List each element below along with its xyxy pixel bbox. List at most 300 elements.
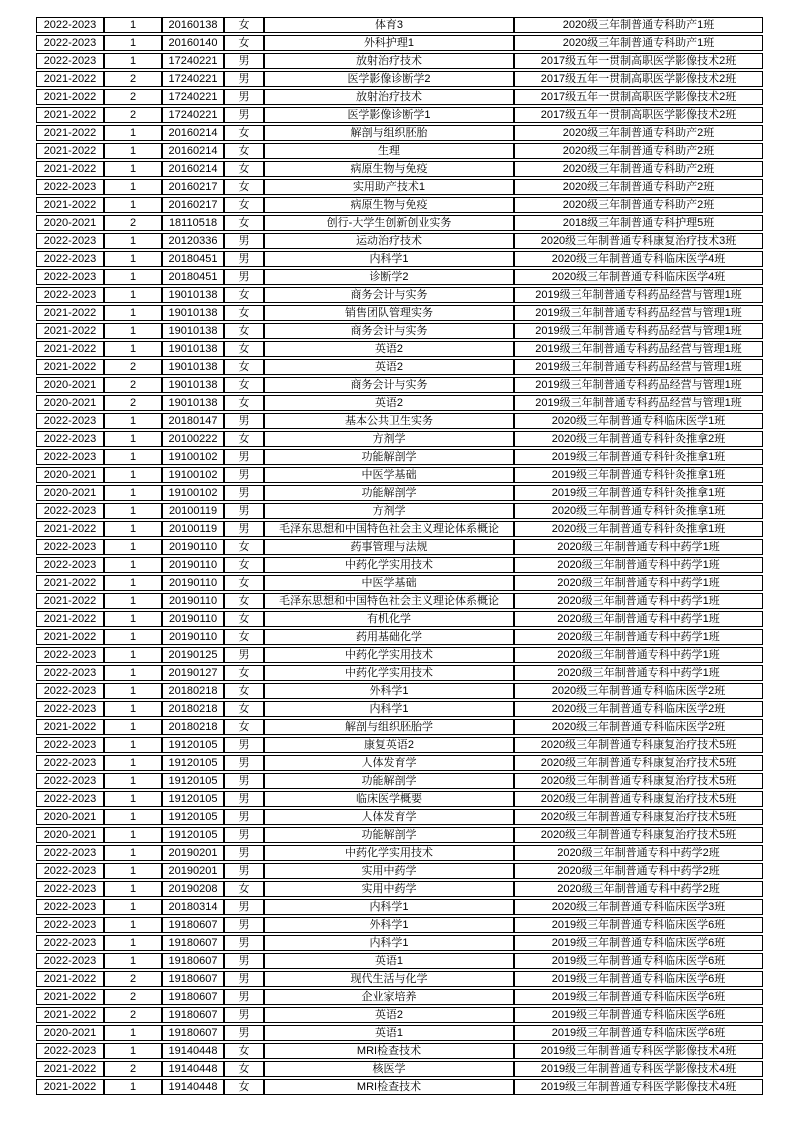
cell-class-name: 2019级三年制普通专科临床医学6班 (514, 935, 763, 951)
cell-class-name: 2020级三年制普通专科中药学1班 (514, 557, 763, 573)
cell-student-id: 20190110 (162, 611, 224, 627)
table-row (36, 575, 763, 591)
cell-course-name: 解剖与组织胚胎学 (264, 719, 514, 735)
cell-class-name: 2020级三年制普通专科中药学1班 (514, 611, 763, 627)
cell-class-name: 2020级三年制普通专科中药学1班 (514, 593, 763, 609)
cell-gender: 女 (224, 701, 264, 717)
cell-class-name: 2020级三年制普通专科临床医学4班 (514, 269, 763, 285)
cell-semester: 1 (104, 719, 162, 735)
cell-gender: 女 (224, 395, 264, 411)
cell-gender: 男 (224, 53, 264, 69)
cell-student-id: 20160214 (162, 143, 224, 159)
cell-course-name: 中药化学实用技术 (264, 845, 514, 861)
cell-semester: 1 (104, 863, 162, 879)
cell-course-name: 病原生物与免疫 (264, 197, 514, 213)
cell-gender: 女 (224, 161, 264, 177)
cell-class-name: 2020级三年制普通专科助产2班 (514, 143, 763, 159)
cell-class-name: 2019级三年制普通专科针灸推拿1班 (514, 449, 763, 465)
cell-gender: 女 (224, 665, 264, 681)
cell-student-id: 19180607 (162, 1025, 224, 1041)
cell-semester: 1 (104, 17, 162, 33)
table-row (36, 341, 763, 357)
cell-school-year: 2021-2022 (36, 341, 104, 357)
cell-school-year: 2020-2021 (36, 215, 104, 231)
cell-school-year: 2021-2022 (36, 89, 104, 105)
cell-gender: 男 (224, 485, 264, 501)
cell-school-year: 2021-2022 (36, 521, 104, 537)
cell-semester: 1 (104, 1025, 162, 1041)
cell-school-year: 2021-2022 (36, 575, 104, 591)
cell-class-name: 2019级三年制普通专科医学影像技术4班 (514, 1079, 763, 1095)
cell-school-year: 2022-2023 (36, 755, 104, 771)
table-row (36, 125, 763, 141)
cell-gender: 男 (224, 521, 264, 537)
cell-student-id: 20190125 (162, 647, 224, 663)
cell-gender: 女 (224, 287, 264, 303)
cell-semester: 1 (104, 539, 162, 555)
cell-semester: 1 (104, 521, 162, 537)
cell-course-name: 人体发育学 (264, 755, 514, 771)
cell-gender: 女 (224, 539, 264, 555)
table-row (36, 233, 763, 249)
cell-course-name: 生理 (264, 143, 514, 159)
cell-student-id: 19120105 (162, 827, 224, 843)
cell-course-name: 外科学1 (264, 917, 514, 933)
cell-class-name: 2018级三年制普通专科护理5班 (514, 215, 763, 231)
cell-gender: 男 (224, 647, 264, 663)
cell-class-name: 2019级三年制普通专科医学影像技术4班 (514, 1043, 763, 1059)
cell-student-id: 20160140 (162, 35, 224, 51)
table-row (36, 719, 763, 735)
cell-school-year: 2022-2023 (36, 251, 104, 267)
cell-course-name: 内科学1 (264, 701, 514, 717)
table-row (36, 665, 763, 681)
cell-gender: 男 (224, 845, 264, 861)
cell-gender: 女 (224, 629, 264, 645)
cell-gender: 女 (224, 323, 264, 339)
cell-school-year: 2021-2022 (36, 161, 104, 177)
cell-course-name: 医学影像诊断学2 (264, 71, 514, 87)
cell-gender: 女 (224, 341, 264, 357)
cell-school-year: 2022-2023 (36, 269, 104, 285)
cell-course-name: 内科学1 (264, 899, 514, 915)
cell-course-name: 临床医学概要 (264, 791, 514, 807)
cell-class-name: 2020级三年制普通专科助产2班 (514, 197, 763, 213)
cell-school-year: 2022-2023 (36, 287, 104, 303)
cell-course-name: 病原生物与免疫 (264, 161, 514, 177)
cell-semester: 1 (104, 683, 162, 699)
cell-class-name: 2019级三年制普通专科临床医学6班 (514, 953, 763, 969)
cell-class-name: 2020级三年制普通专科针灸推拿2班 (514, 431, 763, 447)
table-row (36, 521, 763, 537)
table-row (36, 809, 763, 825)
cell-student-id: 19120105 (162, 755, 224, 771)
table-row (36, 215, 763, 231)
cell-semester: 1 (104, 269, 162, 285)
cell-semester: 1 (104, 503, 162, 519)
cell-class-name: 2019级三年制普通专科临床医学6班 (514, 971, 763, 987)
cell-student-id: 20160217 (162, 197, 224, 213)
cell-school-year: 2020-2021 (36, 827, 104, 843)
cell-course-name: 实用助产技术1 (264, 179, 514, 195)
cell-course-name: 功能解剖学 (264, 449, 514, 465)
cell-school-year: 2021-2022 (36, 971, 104, 987)
cell-school-year: 2021-2022 (36, 359, 104, 375)
cell-gender: 男 (224, 791, 264, 807)
cell-student-id: 17240221 (162, 107, 224, 123)
cell-course-name: 现代生活与化学 (264, 971, 514, 987)
cell-course-name: 毛泽东思想和中国特色社会主义理论体系概论 (264, 593, 514, 609)
cell-class-name: 2019级三年制普通专科药品经营与管理1班 (514, 323, 763, 339)
cell-course-name: 基本公共卫生实务 (264, 413, 514, 429)
cell-course-name: 方剂学 (264, 503, 514, 519)
cell-gender: 男 (224, 1007, 264, 1023)
cell-student-id: 20180218 (162, 683, 224, 699)
table-row (36, 395, 763, 411)
table-row (36, 359, 763, 375)
cell-course-name: 外科学1 (264, 683, 514, 699)
cell-gender: 女 (224, 17, 264, 33)
cell-course-name: 英语2 (264, 1007, 514, 1023)
cell-school-year: 2022-2023 (36, 539, 104, 555)
cell-school-year: 2022-2023 (36, 953, 104, 969)
cell-semester: 1 (104, 305, 162, 321)
table-row (36, 755, 763, 771)
cell-student-id: 20160214 (162, 161, 224, 177)
cell-semester: 1 (104, 575, 162, 591)
table-row (36, 53, 763, 69)
cell-student-id: 20190110 (162, 629, 224, 645)
cell-school-year: 2022-2023 (36, 179, 104, 195)
cell-gender: 男 (224, 413, 264, 429)
cell-course-name: 英语1 (264, 1025, 514, 1041)
cell-school-year: 2021-2022 (36, 1079, 104, 1095)
cell-student-id: 19120105 (162, 791, 224, 807)
cell-class-name: 2020级三年制普通专科助产2班 (514, 179, 763, 195)
cell-student-id: 20190208 (162, 881, 224, 897)
cell-semester: 2 (104, 89, 162, 105)
cell-class-name: 2020级三年制普通专科临床医学2班 (514, 701, 763, 717)
cell-student-id: 17240221 (162, 71, 224, 87)
table-row (36, 701, 763, 717)
cell-school-year: 2020-2021 (36, 485, 104, 501)
cell-course-name: 内科学1 (264, 935, 514, 951)
table-row (36, 629, 763, 645)
cell-class-name: 2020级三年制普通专科康复治疗技术5班 (514, 791, 763, 807)
cell-gender: 男 (224, 269, 264, 285)
cell-semester: 1 (104, 233, 162, 249)
cell-course-name: 医学影像诊断学1 (264, 107, 514, 123)
cell-gender: 男 (224, 971, 264, 987)
table-row (36, 773, 763, 789)
table-row (36, 71, 763, 87)
cell-class-name: 2020级三年制普通专科针灸推拿1班 (514, 503, 763, 519)
cell-semester: 1 (104, 179, 162, 195)
cell-course-name: 商务会计与实务 (264, 287, 514, 303)
cell-school-year: 2022-2023 (36, 683, 104, 699)
cell-course-name: 功能解剖学 (264, 773, 514, 789)
cell-class-name: 2017级五年一贯制高职医学影像技术2班 (514, 53, 763, 69)
cell-school-year: 2021-2022 (36, 197, 104, 213)
cell-semester: 1 (104, 485, 162, 501)
cell-gender: 女 (224, 431, 264, 447)
cell-student-id: 20160214 (162, 125, 224, 141)
table-row (36, 323, 763, 339)
cell-semester: 1 (104, 341, 162, 357)
cell-course-name: 中医学基础 (264, 575, 514, 591)
cell-course-name: 实用中药学 (264, 881, 514, 897)
cell-course-name: 方剂学 (264, 431, 514, 447)
cell-gender: 女 (224, 35, 264, 51)
cell-school-year: 2020-2021 (36, 809, 104, 825)
cell-course-name: 外科护理1 (264, 35, 514, 51)
cell-gender: 女 (224, 359, 264, 375)
cell-class-name: 2019级三年制普通专科医学影像技术4班 (514, 1061, 763, 1077)
cell-course-name: 有机化学 (264, 611, 514, 627)
cell-gender: 女 (224, 215, 264, 231)
cell-course-name: 英语2 (264, 341, 514, 357)
cell-gender: 男 (224, 917, 264, 933)
cell-class-name: 2020级三年制普通专科针灸推拿1班 (514, 521, 763, 537)
cell-gender: 女 (224, 197, 264, 213)
cell-class-name: 2019级三年制普通专科针灸推拿1班 (514, 485, 763, 501)
cell-student-id: 19120105 (162, 809, 224, 825)
cell-school-year: 2022-2023 (36, 881, 104, 897)
table-row (36, 197, 763, 213)
cell-gender: 男 (224, 233, 264, 249)
cell-school-year: 2022-2023 (36, 701, 104, 717)
cell-course-name: 企业家培养 (264, 989, 514, 1005)
cell-semester: 1 (104, 161, 162, 177)
cell-class-name: 2019级三年制普通专科药品经营与管理1班 (514, 341, 763, 357)
cell-school-year: 2021-2022 (36, 611, 104, 627)
cell-course-name: 康复英语2 (264, 737, 514, 753)
cell-course-name: 放射治疗技术 (264, 53, 514, 69)
table-row (36, 431, 763, 447)
cell-gender: 女 (224, 683, 264, 699)
grades-table-body (36, 17, 763, 1095)
cell-school-year: 2022-2023 (36, 917, 104, 933)
cell-semester: 1 (104, 773, 162, 789)
cell-course-name: 人体发育学 (264, 809, 514, 825)
cell-school-year: 2021-2022 (36, 1007, 104, 1023)
cell-gender: 男 (224, 827, 264, 843)
cell-school-year: 2022-2023 (36, 773, 104, 789)
cell-gender: 女 (224, 1061, 264, 1077)
table-row (36, 863, 763, 879)
table-row (36, 791, 763, 807)
cell-semester: 2 (104, 359, 162, 375)
cell-student-id: 19140448 (162, 1043, 224, 1059)
cell-course-name: 功能解剖学 (264, 485, 514, 501)
table-row (36, 17, 763, 33)
cell-school-year: 2020-2021 (36, 395, 104, 411)
cell-student-id: 20190110 (162, 557, 224, 573)
cell-student-id: 19180607 (162, 935, 224, 951)
cell-student-id: 19010138 (162, 341, 224, 357)
cell-semester: 2 (104, 1007, 162, 1023)
cell-school-year: 2022-2023 (36, 899, 104, 915)
cell-student-id: 19010138 (162, 287, 224, 303)
cell-school-year: 2021-2022 (36, 305, 104, 321)
table-row (36, 935, 763, 951)
table-row (36, 107, 763, 123)
cell-semester: 1 (104, 1043, 162, 1059)
cell-student-id: 19180607 (162, 953, 224, 969)
cell-student-id: 20190201 (162, 863, 224, 879)
cell-class-name: 2019级三年制普通专科针灸推拿1班 (514, 467, 763, 483)
document-page (36, 15, 763, 1097)
cell-gender: 男 (224, 1025, 264, 1041)
cell-student-id: 20100222 (162, 431, 224, 447)
cell-school-year: 2020-2021 (36, 1025, 104, 1041)
cell-semester: 1 (104, 323, 162, 339)
cell-gender: 男 (224, 935, 264, 951)
cell-student-id: 20100119 (162, 503, 224, 519)
cell-gender: 女 (224, 179, 264, 195)
table-row (36, 161, 763, 177)
cell-student-id: 20180314 (162, 899, 224, 915)
cell-semester: 1 (104, 791, 162, 807)
table-row (36, 89, 763, 105)
cell-semester: 1 (104, 53, 162, 69)
cell-student-id: 20190201 (162, 845, 224, 861)
cell-student-id: 19140448 (162, 1061, 224, 1077)
cell-student-id: 19180607 (162, 971, 224, 987)
cell-class-name: 2020级三年制普通专科助产2班 (514, 125, 763, 141)
cell-class-name: 2020级三年制普通专科中药学2班 (514, 863, 763, 879)
cell-semester: 1 (104, 449, 162, 465)
cell-student-id: 19180607 (162, 917, 224, 933)
cell-student-id: 19010138 (162, 305, 224, 321)
cell-student-id: 20190127 (162, 665, 224, 681)
cell-class-name: 2020级三年制普通专科临床医学2班 (514, 683, 763, 699)
cell-class-name: 2020级三年制普通专科助产1班 (514, 35, 763, 51)
cell-semester: 2 (104, 989, 162, 1005)
cell-class-name: 2020级三年制普通专科中药学1班 (514, 539, 763, 555)
cell-course-name: 运动治疗技术 (264, 233, 514, 249)
cell-gender: 男 (224, 737, 264, 753)
cell-course-name: 销售团队管理实务 (264, 305, 514, 321)
table-row (36, 953, 763, 969)
cell-student-id: 20190110 (162, 575, 224, 591)
table-row (36, 737, 763, 753)
cell-semester: 1 (104, 953, 162, 969)
table-row (36, 251, 763, 267)
cell-school-year: 2021-2022 (36, 71, 104, 87)
cell-gender: 女 (224, 125, 264, 141)
cell-student-id: 20190110 (162, 539, 224, 555)
table-row (36, 377, 763, 393)
cell-course-name: 商务会计与实务 (264, 377, 514, 393)
cell-semester: 2 (104, 377, 162, 393)
cell-semester: 1 (104, 845, 162, 861)
cell-semester: 1 (104, 755, 162, 771)
cell-student-id: 19100102 (162, 449, 224, 465)
cell-class-name: 2020级三年制普通专科助产2班 (514, 161, 763, 177)
table-row (36, 1061, 763, 1077)
cell-class-name: 2020级三年制普通专科中药学1班 (514, 629, 763, 645)
cell-semester: 1 (104, 467, 162, 483)
cell-gender: 男 (224, 107, 264, 123)
cell-student-id: 20180218 (162, 701, 224, 717)
cell-class-name: 2020级三年制普通专科康复治疗技术5班 (514, 755, 763, 771)
cell-gender: 女 (224, 881, 264, 897)
table-row (36, 1025, 763, 1041)
cell-course-name: 功能解剖学 (264, 827, 514, 843)
table-row (36, 503, 763, 519)
cell-class-name: 2017级五年一贯制高职医学影像技术2班 (514, 89, 763, 105)
cell-class-name: 2020级三年制普通专科中药学2班 (514, 845, 763, 861)
cell-student-id: 20180451 (162, 269, 224, 285)
cell-course-name: 核医学 (264, 1061, 514, 1077)
cell-student-id: 20160217 (162, 179, 224, 195)
cell-school-year: 2021-2022 (36, 719, 104, 735)
cell-class-name: 2020级三年制普通专科临床医学4班 (514, 251, 763, 267)
cell-gender: 男 (224, 953, 264, 969)
table-row (36, 467, 763, 483)
cell-semester: 1 (104, 1079, 162, 1095)
cell-school-year: 2021-2022 (36, 593, 104, 609)
cell-student-id: 20100119 (162, 521, 224, 537)
table-row (36, 143, 763, 159)
cell-school-year: 2021-2022 (36, 1061, 104, 1077)
table-row (36, 449, 763, 465)
cell-course-name: 中药化学实用技术 (264, 647, 514, 663)
cell-semester: 1 (104, 701, 162, 717)
table-row (36, 1079, 763, 1095)
cell-class-name: 2020级三年制普通专科康复治疗技术5班 (514, 737, 763, 753)
cell-gender: 女 (224, 305, 264, 321)
cell-semester: 1 (104, 431, 162, 447)
cell-student-id: 20180218 (162, 719, 224, 735)
cell-student-id: 19010138 (162, 395, 224, 411)
cell-gender: 女 (224, 719, 264, 735)
cell-gender: 男 (224, 251, 264, 267)
cell-class-name: 2020级三年制普通专科康复治疗技术5班 (514, 809, 763, 825)
table-row (36, 179, 763, 195)
cell-class-name: 2020级三年制普通专科临床医学1班 (514, 413, 763, 429)
cell-school-year: 2022-2023 (36, 53, 104, 69)
cell-semester: 1 (104, 647, 162, 663)
cell-semester: 2 (104, 971, 162, 987)
cell-class-name: 2020级三年制普通专科康复治疗技术5班 (514, 773, 763, 789)
cell-class-name: 2019级三年制普通专科药品经营与管理1班 (514, 395, 763, 411)
cell-student-id: 19010138 (162, 323, 224, 339)
cell-class-name: 2020级三年制普通专科助产1班 (514, 17, 763, 33)
table-row (36, 35, 763, 51)
table-row (36, 611, 763, 627)
cell-gender: 女 (224, 575, 264, 591)
cell-gender: 女 (224, 611, 264, 627)
cell-class-name: 2020级三年制普通专科中药学1班 (514, 575, 763, 591)
cell-semester: 1 (104, 413, 162, 429)
cell-student-id: 17240221 (162, 89, 224, 105)
cell-class-name: 2019级三年制普通专科临床医学6班 (514, 1007, 763, 1023)
cell-semester: 2 (104, 71, 162, 87)
cell-gender: 男 (224, 449, 264, 465)
cell-class-name: 2019级三年制普通专科临床医学6班 (514, 1025, 763, 1041)
cell-class-name: 2020级三年制普通专科临床医学3班 (514, 899, 763, 915)
cell-course-name: 创行-大学生创新创业实务 (264, 215, 514, 231)
table-row (36, 539, 763, 555)
cell-course-name: 中药化学实用技术 (264, 665, 514, 681)
cell-gender: 女 (224, 143, 264, 159)
cell-gender: 男 (224, 755, 264, 771)
cell-semester: 1 (104, 881, 162, 897)
cell-school-year: 2021-2022 (36, 989, 104, 1005)
cell-school-year: 2021-2022 (36, 107, 104, 123)
